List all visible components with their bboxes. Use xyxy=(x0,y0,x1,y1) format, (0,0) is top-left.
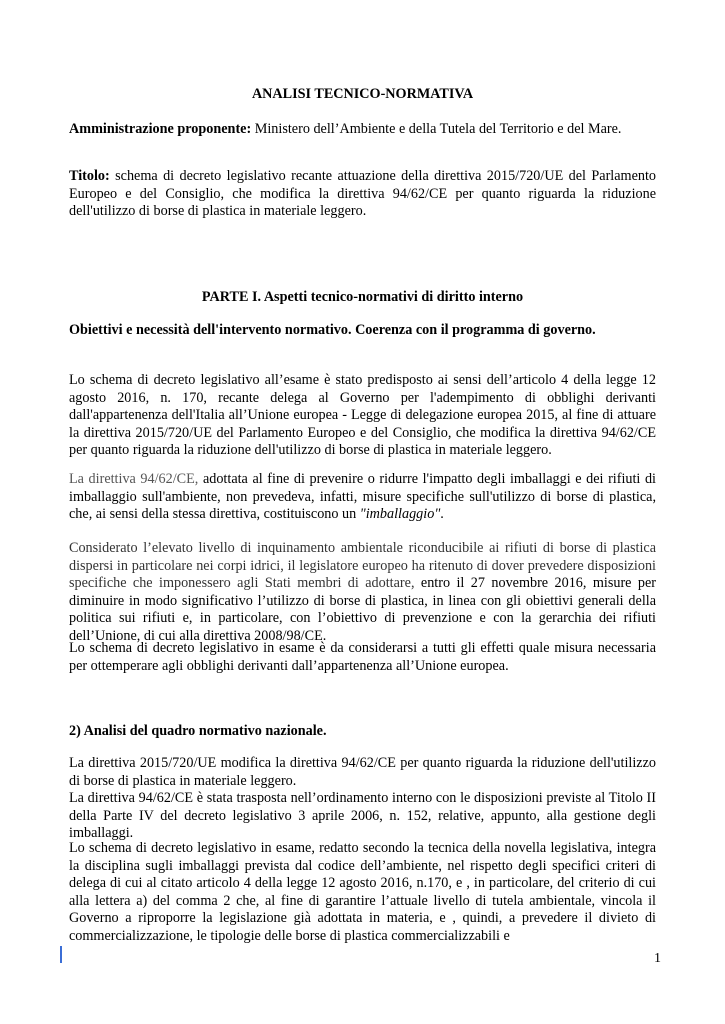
paragraph-2 xyxy=(69,471,656,524)
paragraph-4: Lo schema di decreto legislativo in esame è da considerarsi a tutti gli effetti quale misura necessaria per ottemperare agli obblighi derivanti dall’appartenenza all’Unione europea. xyxy=(69,640,656,674)
paragraph-7: Lo schema di decreto legislativo in esame, redatto secondo la tecnica della novella legislativa, integra la disciplina sugli imballaggi prevista dal codice dell’ambiente, nel rispetto degli specifici criteri di delega di cui al citato articolo 4 della legge 12 agosto 2016, n.170, e , in particolare, del criterio di cui alla lettera a) del comma 2 che, al fine di garantire l’attuale livello di tutela ambientale, vincola il Governo a riproporre la legislazione già adottata in materia, e , quindi, a prevedere il divieto di commercializzazione, le tipologie delle borse di plastica commercializzabili e xyxy=(69,840,656,944)
paragraph-5: La direttiva 2015/720/UE modifica la direttiva 94/62/CE per quanto riguarda la riduzione dell'utilizzo di borse di plastica in materiale leggero. xyxy=(69,755,656,789)
section2-heading: 2) Analisi del quadro normativo nazionale. xyxy=(69,723,327,739)
paragraph-3 xyxy=(69,540,656,645)
admin-paragraph xyxy=(69,121,656,139)
paragraph-3-rest: entro il 27 novembre 2016, misure per diminuire in modo significativo l’utilizzo di borse di plastica, in linea con gli obiettivi generali della politica sui rifiuti e, in particolare, con l’obiettivo di prevenzione e con la gerarchia dei rifiuti dell’Unione, di cui alla direttiva 2008/98/CE. xyxy=(69,575,657,644)
paragraph-2-rest: adottata al fine di prevenire o ridurre l'impatto degli imballaggi e dei rifiuti di imballaggio sull'ambiente, non prevedeva, infatti, misure specifiche sull'utilizzo di borse di plastica, che, ai sensi della stessa direttiva, costituiscono un xyxy=(69,471,657,522)
paragraph-1: Lo schema di decreto legislativo all’esame è stato predisposto ai sensi dell’articolo 4 della legge 12 agosto 2016, n. 170, recante delega al Governo per l'adempimento di obblighi derivanti dall'appartenenza dell'Italia all’Unione europea - Legge di delegazione europea 2015, al fine di attuare la direttiva 2015/720/UE del Parlamento Europeo e del Consiglio, che modifica la direttiva 94/62/CE per quanto riguarda la riduzione dell'utilizzo di borse di plastica in materiale leggero. xyxy=(69,372,656,458)
paragraph-2-lead: La direttiva 94/62/CE, xyxy=(69,471,199,487)
paragraph-3-lead: Considerato l’elevato livello di inquinamento ambientale riconducibile ai rifiuti di borse di plastica dispersi in particolare nei corpi idrici, il legislatore europeo ha ritenuto di dover prevedere disposizioni specifiche che imponessero agli Stati membri di adottare, xyxy=(69,540,656,591)
admin-label: Amministrazione proponente: xyxy=(69,121,252,137)
titolo-paragraph xyxy=(69,168,656,221)
page-number: 1 xyxy=(654,951,661,966)
titolo-text: schema di decreto legislativo recante attuazione della direttiva 2015/720/UE del Parlamento Europeo e del Consiglio, che modifica la direttiva 94/62/CE per quanto riguarda la riduzione dell'utilizzo di borse di plastica in materiale leggero. xyxy=(69,168,656,219)
admin-text: Ministero dell’Ambiente e della Tutela del Territorio e del Mare. xyxy=(251,121,622,137)
paragraph-2-end: . xyxy=(440,506,444,522)
paragraph-2-quote: "imballaggio" xyxy=(359,506,441,522)
document-title: ANALISI TECNICO-NORMATIVA xyxy=(251,86,474,102)
text-cursor xyxy=(60,946,62,963)
parte-heading: PARTE I. Aspetti tecnico-normativi di diritto interno xyxy=(201,289,524,305)
section1-heading: Obiettivi e necessità dell'intervento normativo. Coerenza con il programma di governo. xyxy=(69,322,596,338)
paragraph-6: La direttiva 94/62/CE è stata trasposta nell’ordinamento interno con le disposizioni previste al Titolo II della Parte IV del decreto legislativo 3 aprile 2006, n. 152, relative, appunto, alla gestione degli imballaggi. xyxy=(69,790,656,841)
titolo-label: Titolo: xyxy=(69,168,110,184)
